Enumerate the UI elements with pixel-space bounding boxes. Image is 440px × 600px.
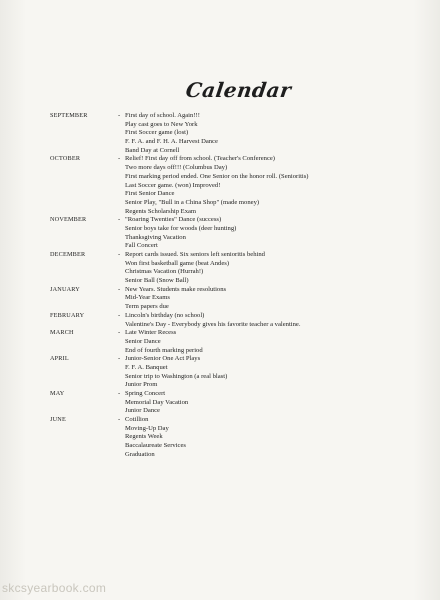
calendar-entry: [50, 199, 420, 208]
event-text: Relief! First day off from school. (Teacher's Conference): [125, 155, 276, 163]
month-label: FEBRUARY: [50, 311, 85, 319]
calendar-entry: [50, 355, 420, 364]
calendar-entry: [50, 381, 420, 390]
event-text: Baccalaureate Services: [125, 442, 186, 450]
calendar-entry: [50, 121, 420, 130]
page-title: Calendar: [184, 78, 293, 102]
month-dash: -: [118, 329, 121, 337]
month-label: SEPTEMBER: [50, 112, 88, 119]
event-text: "Roaring Twenties" Dance (success): [125, 216, 222, 224]
event-text: Graduation: [125, 450, 155, 458]
month-label: NOVEMBER: [50, 216, 87, 224]
event-text: New Years. Students make resolutions: [125, 285, 227, 293]
calendar-entry: [50, 208, 420, 217]
calendar-entry: [50, 216, 420, 225]
calendar-entry: [50, 277, 420, 286]
site-watermark: skcsyearbook.com: [2, 581, 107, 595]
event-text: First marking period ended. One Senior on the honor roll. (Senioritis): [125, 172, 309, 180]
month-dash: -: [118, 155, 121, 163]
calendar-entry: [50, 321, 420, 330]
calendar-entry: [50, 451, 420, 460]
event-text: First Soccer game (lost): [125, 129, 189, 137]
calendar-entry: [50, 425, 420, 434]
calendar-entry: [50, 164, 420, 173]
event-text: Junior Dance: [125, 407, 160, 415]
calendar-entry: [50, 433, 420, 442]
event-text: Regents Scholarship Exam: [125, 207, 197, 215]
event-text: Thanksgiving Vacation: [125, 233, 186, 241]
month-label: MARCH: [50, 329, 74, 337]
month-label: APRIL: [50, 355, 69, 363]
month-label: DECEMBER: [50, 251, 86, 258]
event-text: Spring Concert: [125, 390, 166, 397]
event-text: Moving-Up Day: [125, 424, 169, 432]
calendar-entry: [50, 173, 420, 182]
calendar-entry: [50, 329, 420, 338]
calendar-entry: [50, 373, 420, 382]
month-label: JANUARY: [50, 285, 80, 293]
event-text: Senior Dance: [125, 337, 161, 345]
event-text: Won first basketball game (beat Andes): [125, 259, 230, 267]
calendar-entry: [50, 416, 420, 425]
event-text: Senior Play, "Bull in a China Shop" (made money): [125, 198, 260, 206]
event-text: Senior trip to Washington (a real blast): [125, 372, 228, 380]
calendar-entry: [50, 268, 420, 277]
calendar-entry: [50, 442, 420, 451]
event-text: End of fourth marking period: [125, 346, 203, 354]
event-text: Late Winter Recess: [125, 329, 177, 337]
event-text: Valentine's Day - Everybody gives his favorite teacher a valentine.: [125, 320, 301, 328]
calendar-list: [50, 112, 420, 460]
event-text: Senior boys take for woods (deer hunting): [125, 224, 237, 232]
month-label: OCTOBER: [50, 155, 81, 163]
calendar-entry: [50, 129, 420, 138]
calendar-entry: [50, 399, 420, 408]
calendar-entry: [50, 190, 420, 199]
event-text: Junior Prom: [125, 381, 158, 389]
event-text: Fall Concert: [125, 242, 158, 250]
calendar-entry: [50, 251, 420, 260]
month-label: JUNE: [50, 416, 66, 424]
event-text: First day of school. Again!!!: [125, 112, 200, 119]
calendar-entry: [50, 147, 420, 156]
event-text: F. F. A. and F. H. A. Harvest Dance: [125, 138, 218, 146]
calendar-entry: [50, 155, 420, 164]
month-dash: -: [118, 112, 121, 119]
event-text: Senior Ball (Snow Ball): [125, 277, 189, 285]
month-dash: -: [118, 390, 121, 397]
event-text: Regents Week: [125, 433, 163, 441]
calendar-entry: [50, 112, 420, 121]
event-text: Report cards issued. Six seniors left senioritis behind: [125, 251, 265, 258]
event-text: Play cast goes to New York: [125, 120, 198, 128]
calendar-entry: [50, 312, 420, 321]
event-text: Term papers due: [125, 303, 169, 311]
calendar-entry: [50, 347, 420, 356]
calendar-entry: [50, 138, 420, 147]
event-text: Band Day at Cornell: [125, 146, 180, 154]
month-dash: -: [118, 311, 121, 319]
calendar-entry: [50, 286, 420, 295]
calendar-entry: [50, 338, 420, 347]
event-text: Last Soccer game. (won) Improved!: [125, 181, 221, 189]
calendar-entry: [50, 242, 420, 251]
month-label: MAY: [50, 390, 65, 397]
calendar-entry: [50, 182, 420, 191]
calendar-entry: [50, 390, 420, 399]
event-text: Lincoln's birthday (no school): [125, 311, 205, 319]
event-text: F. F. A. Banquet: [125, 363, 168, 371]
month-dash: -: [118, 416, 121, 424]
month-dash: -: [118, 355, 121, 363]
calendar-entry: [50, 407, 420, 416]
event-text: Two more days off!!! (Columbus Day): [125, 164, 228, 172]
month-dash: -: [118, 251, 121, 258]
event-text: Mid-Year Exams: [125, 294, 170, 302]
event-text: First Senior Dance: [125, 190, 175, 198]
calendar-entry: [50, 225, 420, 234]
calendar-entry: [50, 364, 420, 373]
event-text: Memorial Day Vacation: [125, 398, 189, 406]
calendar-entry: [50, 303, 420, 312]
event-text: Cotillion: [125, 416, 149, 424]
event-text: Christmas Vacation (Hurrah!): [125, 268, 204, 276]
month-dash: -: [118, 285, 121, 293]
calendar-entry: [50, 234, 420, 243]
month-dash: -: [118, 216, 121, 224]
calendar-entry: [50, 294, 420, 303]
event-text: Junior-Senior One Act Plays: [125, 355, 201, 363]
calendar-entry: [50, 260, 420, 269]
